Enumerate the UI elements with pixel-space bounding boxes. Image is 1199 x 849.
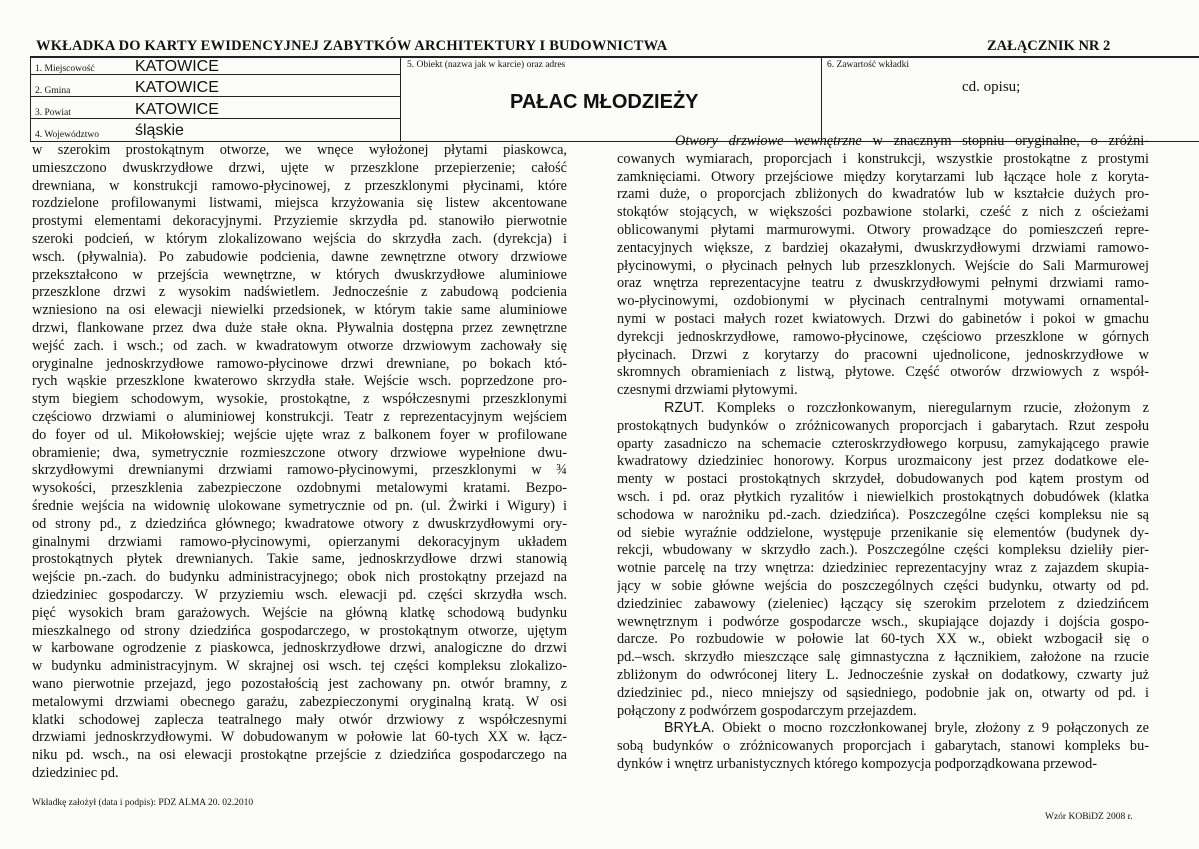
field-value-miejscowosc: KATOWICE [135,58,219,75]
text-line: od strony pd., z dziedzińca głównego; kwadratowe otwory z dwuskrzydłowymi ory- [32,515,567,532]
text-line [617,169,1149,187]
text-line [617,667,1149,685]
line-text: połączony z podwórzem gospodarczym przejazdem. [617,702,917,719]
section-heading: RZUT. [664,399,705,416]
line-text: płycinach. Drzwi z korytarzy do pracowni ujednolicone, jednoskrzydłowe w [617,346,1149,363]
text-line [617,542,1149,560]
text-line [617,738,1149,756]
line-text: darcze. Po rozbudowie w połowie lat 60-tych XX w., obiekt wzbogacił się o [617,631,1149,648]
footer-template: Wzór KOBiDZ 2008 r. [1045,812,1133,822]
text-line [617,614,1149,632]
line-text: w znacznym stopniu oryginalne, o zróżni- [861,133,1149,149]
text-line: metalowymi drzwiami obecnego garażu, zabezpieczonymi oryginalną kratą. W osi [32,693,567,710]
text-line [617,703,1149,721]
text-line [617,631,1149,649]
field-label-zawartosc: 6. Zawartość wkładki [827,60,910,70]
text-line: klatki schodowej zaplecza teatralnego mały otwór drzwiowy z współczesnymi [32,711,567,728]
text-line: ginalnymi drzwiami ramowo-płycinowymi, opierzanymi dekoracyjnym układem [32,533,567,550]
text-line [617,240,1149,258]
text-line [617,275,1149,293]
line-text: rekcji, wbudowany w skrzydło zach.). Poszczególne części kompleksu dzieliły pier- [617,542,1149,559]
text-line [617,436,1149,454]
text-line [617,720,1149,738]
text-line: drzwi, flankowane przez dwa duże stałe okna. Pływalnia dostępna przez zewnętrzne [32,319,567,336]
line-text: schodowa w narożniku pd.-zach. dziedzińca). Poszczególne części kompleksu nie są [617,506,1149,523]
text-line [617,578,1149,596]
line-text: zbliżonym do odwróconej litery L. Jednocześnie zyskał on dodatkowy, czwarty już [617,666,1149,683]
line-text: jący w sobie główne wejścia do poszczególnych części budynku, otwarty od pd. [617,577,1149,594]
text-line: szeroki podcień, w którym zlokalizowano wejścia do skrzydła zach. (dyrekcja) i [32,230,567,247]
text-line: obramienie; dwa, symetrycznie rozmieszczone otwory drzwiowe wypełnione dwu- [32,444,567,461]
text-line: średnie wejścia na widownię ulokowane symetrycznie od pn. (ul. Żwirki i Wigury) i [32,497,567,514]
text-line [617,471,1149,489]
line-text: zentacyjnych większe, z bardziej okazałymi, dwuskrzydłowymi drzwiami ramowo- [617,239,1149,256]
text-line [617,489,1149,507]
text-line [617,453,1149,471]
text-line [617,258,1149,276]
italic-lead: Otwory drzwiowe wewnętrzne [675,133,862,149]
text-line: w szerokim prostokątnym otworze, we wnęce wyłożonej płytami piaskowca, [32,142,567,158]
text-line: wzniesiono na osi elewacji niewielki przedsionek, w którym takie same aluminiowe [32,302,567,319]
left-border [30,56,31,142]
text-line: wejście pn.-zach. do budynku administracyjnego; obok nich prostokątny przejazd na [32,569,567,586]
field-label-gmina: 2. Gmina [35,86,71,96]
text-line [617,400,1149,418]
text-line: wysokości, przeszklenia zabezpieczone ozdobnymi metalowymi kratami. Bezpo- [32,480,567,497]
field-label-obiekt: 5. Obiekt (nazwa jak w karcie) oraz adres [407,60,566,70]
text-line: częściowo drzwiami o aluminiowej konstrukcji. Teatr z reprezentacyjnym wejściem [32,408,567,425]
line-text: wewnętrznym i podwórze gospodarcze wsch., skupiające dojazdy i dojścia gospo- [617,613,1149,630]
text-line [617,222,1149,240]
line-text: dyrekcji jednoskrzydłowe, ramowo-płycinowe, częściowo przeszklone w górnych [617,328,1149,345]
divider-right [821,56,822,142]
line-text: rzami duże, o proporcjach zbliżonych do kwadratów lub w kształcie dużych pro- [617,186,1149,203]
line-text: dziedziniec pd., nieco mniejszy od sąsiedniego, podobnie jak on, otwarty od pd. i [617,684,1149,701]
line-text: pd.–wsch. skrzydło mieszczące salę gimnastyczna z łącznikiem, założone na rzucie [617,649,1149,666]
line-text: skromnych obramieniach z listwą, płytowe. Część otworów drzwiowych z współ- [617,364,1149,381]
text-line [617,756,1149,774]
text-line: do foyer od ul. Mikołowskiej; wejście ujęte wraz z balkonem foyer w profilowane [32,426,567,443]
left-text-column [32,142,567,783]
field-label-powiat: 3. Powiat [35,108,71,118]
right-text-column [617,133,1149,774]
text-line [617,204,1149,222]
text-line: drzwiami jednoskrzydłowymi. W dobudowanym w połowie lat 60-tych XX w. łącz- [32,729,567,746]
line-text: oblicowanymi płytami marmurowymi. Otwory prowadzące do pomieszczeń repre- [617,221,1149,238]
text-line [617,347,1149,365]
text-line: prostokątnych płytek drewnianych. Takie same, jednoskrzydłowe drzwi stanowią [32,551,567,568]
line-text: płycinowymi, o płycinach pełnych lub przeszklonych. Wejście do Sali Marmurowej [617,257,1149,274]
text-line: przekształcono w przejścia wewnętrzne, w których dwuskrzydłowe aluminiowe [32,266,567,283]
text-line [617,525,1149,543]
line-text: dziedziniec zabawowy (zieleniec) łączący się szerokim przelotem z dziedzińcem [617,595,1149,612]
field-label-miejscowosc: 1. Miejscowość [35,64,95,74]
line-text: nymi w postaci małych rozet kwiatowych. Drzwi do gabinetów i pokoi w gmachu [617,310,1149,327]
text-line: w budynku administracyjnym. W skrajnej osi wsch. tej części kompleksu zlokalizo- [32,658,567,675]
text-line: przeszklone drzwi z wysokim nadświetlem. Jednocześnie z zabudową podcienia [32,284,567,301]
field-value-powiat: KATOWICE [135,101,219,118]
text-line [617,364,1149,382]
line-text: prostokątnych budynków o zróżnicowanych proporcjach i gabarytach. Rzut zespołu [617,417,1149,434]
text-line: umieszczono dwuskrzydłowe drzwi, ujęte w przeszklone przepierzenie; całość [32,159,567,176]
text-line [617,685,1149,703]
text-line: rozdzielone profilowanymi listwami, miejsca krzyżowania się listew akcentowane [32,195,567,212]
text-line [617,382,1149,400]
text-line: stym biegiem schodowym, wysokie, prostokątne, z współczesnymi przeszklonymi [32,391,567,408]
text-line: niku pd. wsch., na osi elewacji prostokątne przejście z dziedzińca gospodarczego na [32,747,567,764]
line-text: kwadratowy dziedziniec honorowy. Korpus urozmaicony jest przez dodatkowe ele- [617,453,1149,470]
footer-created-by: Wkładkę założył (data i podpis): PDZ ALMA 20. 02.2010 [32,798,254,808]
text-line: dziedziniec gospodarczy. W przyziemiu wsch. elewacji pd. części skrzydła wsch. [32,586,567,603]
text-line [617,293,1149,311]
text-line [617,507,1149,525]
line-text: czesnymi drzwiami płytowymi. [617,382,798,399]
line-text: wsch. i pd. oraz płytkich ryzalitów i niewielkich prostokątnych dobudówek (klatka [617,488,1149,505]
text-line: rych wąskie przeszklone kwaterowo skrzydła stałe. Wejście wsch. poprzedzone pro- [32,373,567,390]
text-line: prostymi elementami dekoracyjnymi. Przyziemie skrzydła pd. stanowiło pierwotnie [32,213,567,230]
line-text: cowanych wymiarach, proporcjach i konstrukcji, wszystkie prostokątne z prostymi [617,150,1149,167]
line-text: od siebie wyraźnie oddzielone, występuje przenikanie się elementów (budynek dy- [617,524,1149,541]
line-text: wo-płycinowymi, ozdobionymi w płycinach centralnymi motywami ornamental- [617,293,1149,310]
text-line: skrzydłowymi drewnianymi drzwiami ramowo-płycinowymi, przeszklonymi w ¾ [32,462,567,479]
text-line [617,311,1149,329]
annex-number: ZAŁĄCZNIK NR 2 [987,38,1111,54]
line-text: dynków i wnętrz urbanistycznych którego kompozycja podporządkowana przewod- [617,755,1097,772]
text-line: wejść zach. i wsch.; od zach. w kwadratowym otworze drzwiowym zachowały się [32,337,567,354]
text-line [617,186,1149,204]
text-line [617,649,1149,667]
line-text: sobą budynków o zróżnicowanych proporcjach i gabarytach, stanowi kompleks bu- [617,738,1149,755]
text-line [617,596,1149,614]
divider-left [400,56,401,142]
text-line: mieszkalnego od strony dziedzińca gospodarczego, w prostokątnym otworze, ujętym [32,622,567,639]
text-line: wsch. (pływalnia). Po zabudowie podcienia, dawne zewnętrzne otwory drzwiowe [32,248,567,265]
text-line [617,151,1149,169]
text-line [617,133,1149,151]
line-text: zamknięciami. Otwory przejściowe między korytarzami lub łączące hole z koryta- [617,168,1149,185]
text-line: drewniana, w konstrukcji ramowo-płycinowej, z przeszklonymi płycinami, które [32,177,567,194]
line-text: menty w postaci prostokątnych skrzydeł, dobudowanych pod kątem prostym od [617,471,1149,488]
field-value-gmina: KATOWICE [135,79,219,96]
object-name: PAŁAC MŁODZIEŻY [510,91,699,113]
text-line: wano pierwotnie przejazd, jego pozostałością jest zachowany pn. otwór bramny, z [32,675,567,692]
section-heading: BRYŁA. [664,720,715,737]
line-text: Kompleks o rozczłonkowanym, nieregularnym rzucie, złożonym z [704,399,1149,416]
text-line: pięć wysokich bram garażowych. Wejście na główną klatkę schodową budynku [32,604,567,621]
line-text: wotnie parcelę na trzy wnętrza: dziedziniec reprezentacyjny wraz z zajazdem skupia- [617,560,1149,577]
field-value-wojewodztwo: śląskie [135,122,184,139]
text-line: dziedziniec pd. [32,764,119,781]
text-line: oryginalne jednoskrzydłowe ramowo-płycinowe drzwi drewniane, po bokach któ- [32,355,567,372]
text-line [617,560,1149,578]
line-text: stokątów stojących, w większości pozbawione stolarki, cześć z nich z ościeżami [617,204,1149,221]
document-title: WKŁADKA DO KARTY EWIDENCYJNEJ ZABYTKÓW ARCHITEKTURY I BUDOWNICTWA [36,38,668,54]
field-label-wojewodztwo: 4. Województwo [35,130,99,140]
text-line [617,329,1149,347]
line-text: oraz wnętrza reprezentacyjne teatru z dwuskrzydłowymi pełnymi drzwiami ramo- [617,275,1149,292]
line-text: oparty zasadniczo na schemacie czteroskrzydłowego korpusu, zamykającego prawie [617,435,1149,452]
text-line [617,418,1149,436]
line-text: Obiekt o mocno rozczłonkowanej bryle, złożony z 9 połączonych ze [714,720,1149,737]
insert-contents-value: cd. opisu; [962,79,1021,95]
text-line: w karbowane ogrodzenie z piaskowca, jednoskrzydłowe drzwi, analogiczne do drzwi [32,640,567,657]
